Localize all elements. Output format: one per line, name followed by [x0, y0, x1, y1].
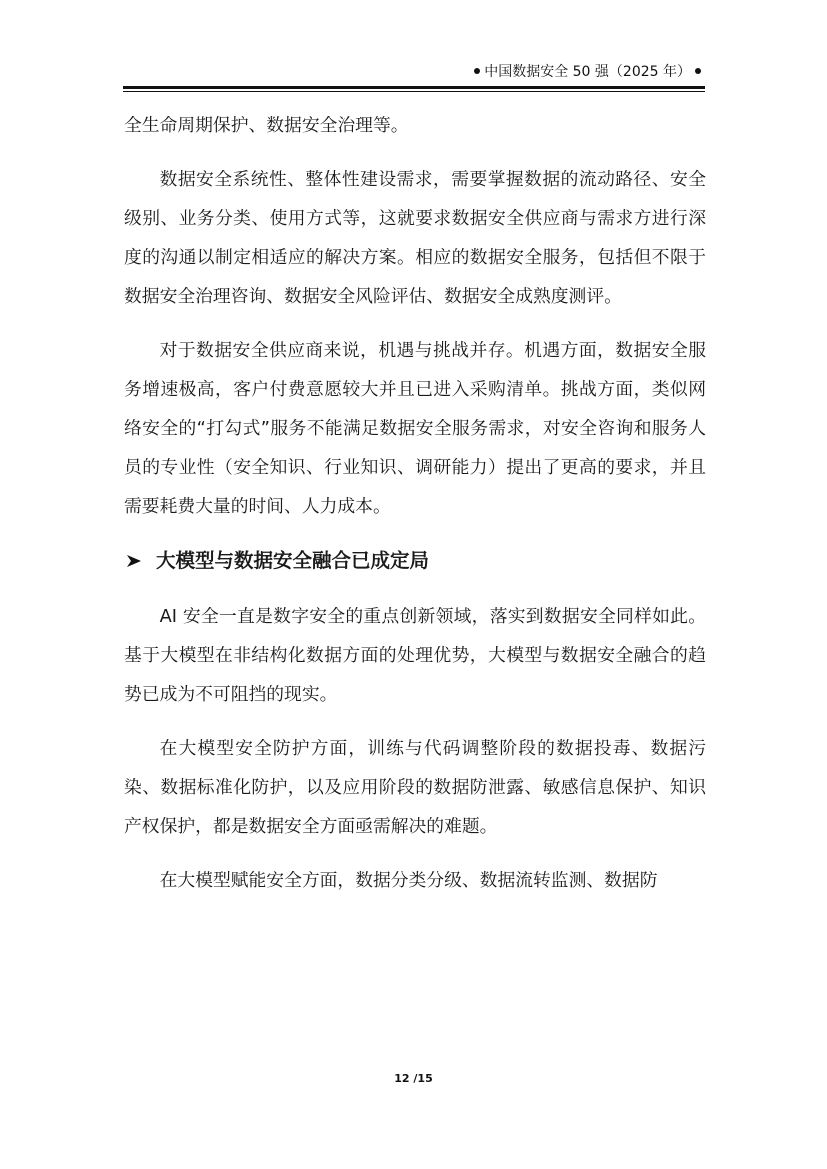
page-header — [123, 62, 705, 92]
arrow-bullet-icon — [126, 554, 142, 568]
header-title: 中国数据安全 50 强（2025 年） — [484, 64, 691, 80]
paragraph-demand: 数据安全系统性、整体性建设需求，需要掌握数据的流动路径、安全级别、业务分类、使用方式等，这就要求数据安全供应商与需求方进行深度的沟通以制定相适应的解决方案。相应的数据安全服务，包括但不限于数据安全治理咨询、数据安全风险评估、数据安全成熟度测评。 — [124, 169, 706, 307]
section-heading — [124, 541, 706, 581]
document-body — [124, 106, 706, 915]
section-title: 大模型与数据安全融合已成定局 — [156, 549, 430, 572]
bullet-icon — [695, 68, 701, 74]
paragraph-opportunities: 对于数据安全供应商来说，机遇与挑战并存。机遇方面，数据安全服务增速极高，客户付费意愿较大并且已进入采购清单。挑战方面，类似网络安全的“打勾式”服务不能满足数据安全服务需求，对安全咨询和服务人员的专业性（安全知识、行业知识、调研能力）提出了更高的要求，并且需要耗费大量的时间、人力成本。 — [124, 340, 706, 517]
bullet-icon — [474, 68, 480, 74]
paragraph-continuation: 全生命周期保护、数据安全治理等。 — [124, 115, 409, 136]
paragraph-llm-protection: 在大模型安全防护方面，训练与代码调整阶段的数据投毒、数据污染、数据标准化防护，以及应用阶段的数据防泄露、敏感信息保护、知识产权保护，都是数据安全方面亟需解决的难题。 — [124, 738, 706, 837]
paragraph-llm-empowerment: 在大模型赋能安全方面，数据分类分级、数据流转监测、数据防 — [159, 870, 658, 891]
header-title-line — [470, 62, 705, 82]
paragraph-ai-security: AI 安全一直是数字安全的重点创新领域，落实到数据安全同样如此。基于大模型在非结构化数据方面的处理优势，大模型与数据安全融合的趋势已成为不可阻挡的现实。 — [124, 606, 706, 705]
page-number: 12 /15 — [394, 1072, 433, 1085]
header-rule-thin — [123, 91, 705, 92]
header-rule-thick — [123, 86, 705, 89]
